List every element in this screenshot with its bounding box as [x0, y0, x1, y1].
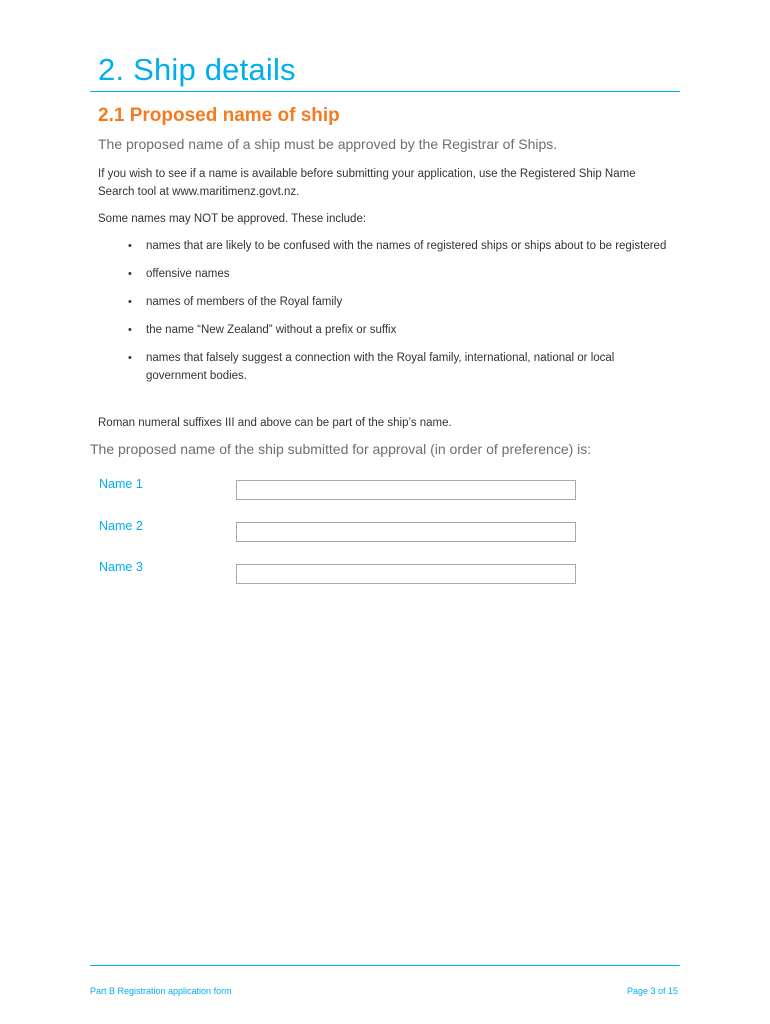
name-1-field[interactable] [236, 480, 576, 500]
proposed-names-question: The proposed name of the ship submitted for approval (in order of preference) is: [90, 441, 592, 457]
bullet-icon: • [128, 240, 132, 252]
name-1-label: Name 1 [99, 477, 143, 491]
bullet-icon: • [128, 296, 132, 308]
list-item: • offensive names [98, 265, 668, 283]
footer-divider [90, 965, 680, 966]
name-2-field[interactable] [236, 522, 576, 542]
name-3-label: Name 3 [99, 560, 143, 574]
list-item: • names that are likely to be confused with the names of registered ships or ships about to be registered [98, 237, 668, 255]
name-2-label: Name 2 [99, 519, 143, 533]
restrictions-intro: Some names may NOT be approved. These include: [98, 213, 367, 225]
page-number: Page 3 of 15 [626, 986, 678, 996]
availability-paragraph: If you wish to see if a name is available before submitting your application, use the Registered Ship Name Search tool at www.maritimenz.govt.nz. [98, 168, 636, 198]
section-title: 2. Ship details [98, 52, 296, 87]
lead-text: The proposed name of a ship must be approved by the Registrar of Ships. [98, 136, 558, 152]
roman-numeral-note: Roman numeral suffixes III and above can be part of the ship’s name. [98, 417, 452, 429]
bullet-icon: • [128, 268, 132, 280]
list-item: • names of members of the Royal family [98, 293, 668, 311]
list-item: • the name “New Zealand” without a prefix or suffix [98, 321, 668, 339]
subsection-title: 2.1 Proposed name of ship [98, 105, 340, 126]
footer-document-title: Part B Registration application form [90, 986, 232, 996]
bullet-icon: • [128, 352, 132, 364]
restrictions-list [98, 237, 668, 395]
bullet-icon: • [128, 324, 132, 336]
title-divider [90, 91, 680, 92]
name-3-field[interactable] [236, 564, 576, 584]
list-item: • names that falsely suggest a connection with the Royal family, international, national or local government bodies. [98, 349, 668, 385]
